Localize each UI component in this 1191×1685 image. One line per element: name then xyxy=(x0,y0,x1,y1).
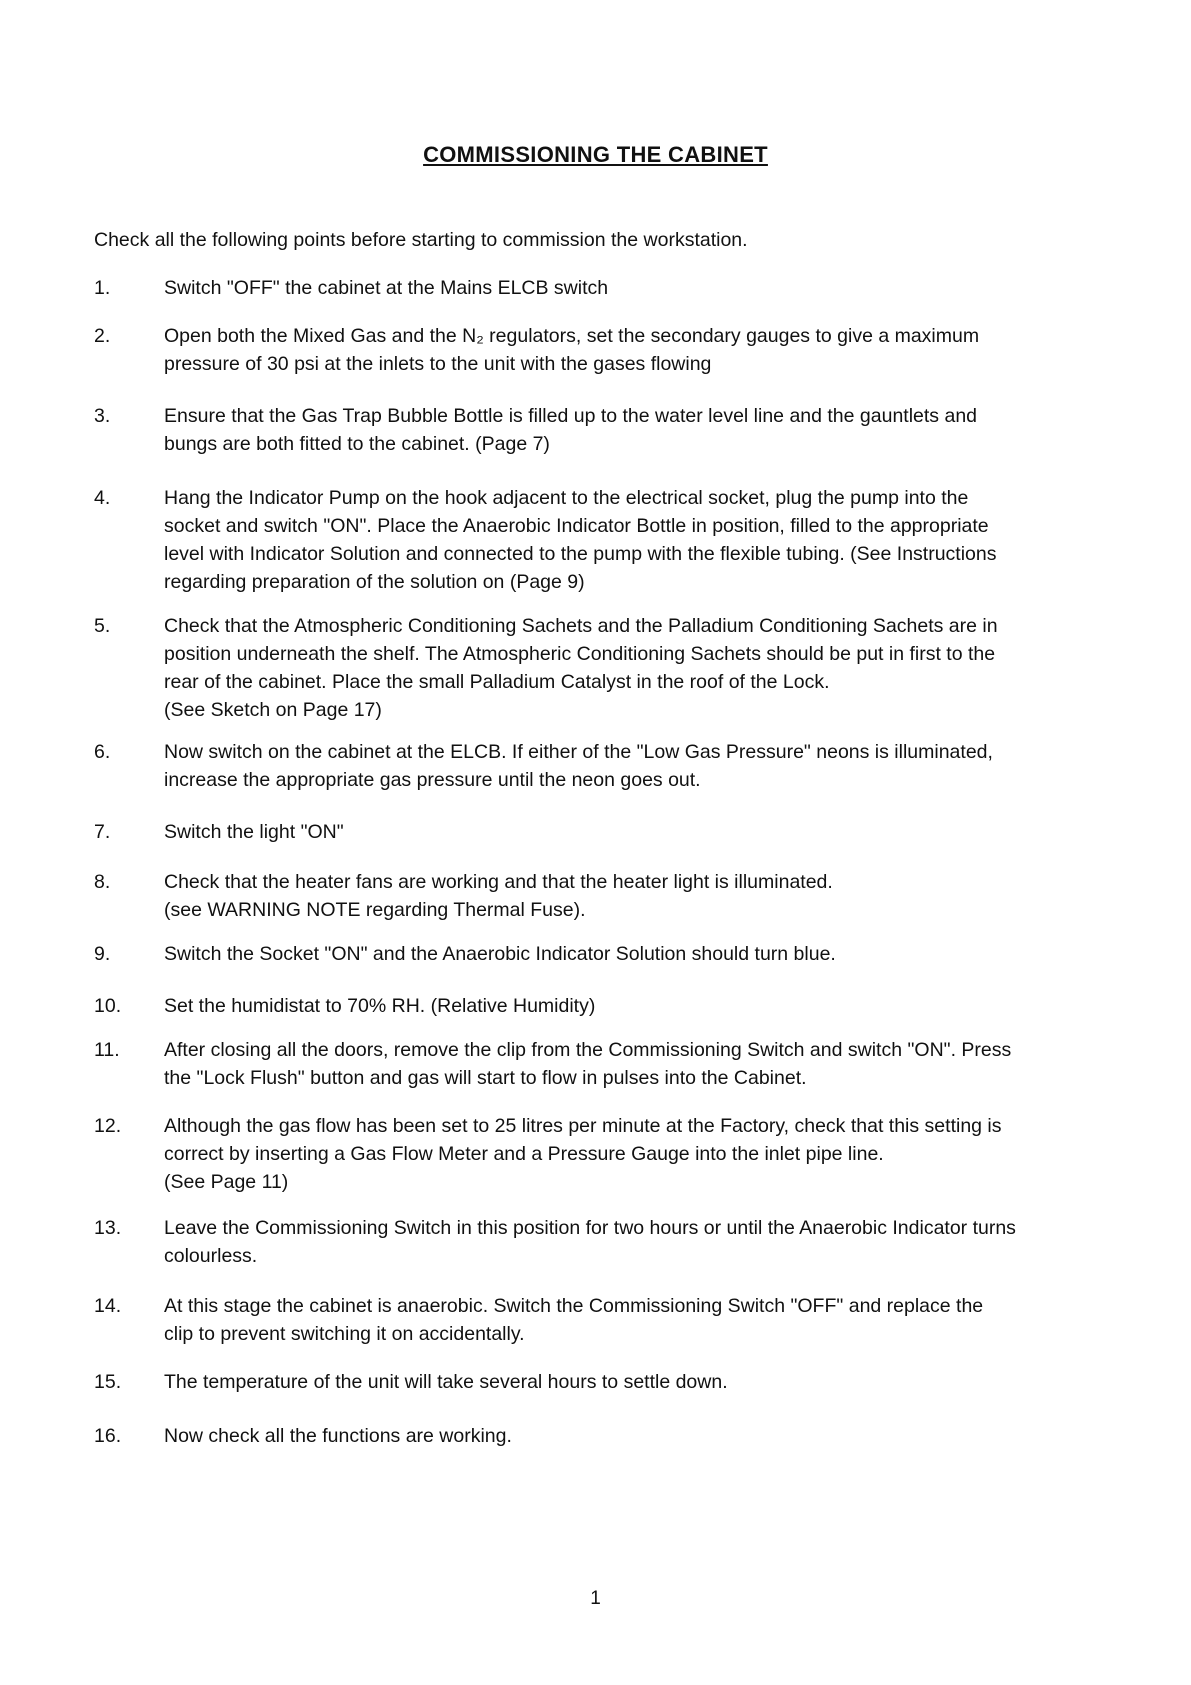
item-text-line: colourless. xyxy=(164,1245,258,1267)
item-number: 12. xyxy=(94,1115,122,1137)
item-number: 11. xyxy=(94,1039,120,1061)
item-text-line: Check that the heater fans are working and that the heater light is illuminated. xyxy=(164,871,833,893)
list-item-8 xyxy=(94,868,1134,924)
item-text-line: the "Lock Flush" button and gas will start to flow in pulses into the Cabinet. xyxy=(164,1067,807,1089)
item-text-line: bungs are both fitted to the cabinet. (Page 7) xyxy=(164,433,550,455)
list-item-1 xyxy=(94,274,1134,302)
item-text-line: The temperature of the unit will take several hours to settle down. xyxy=(164,1371,728,1393)
item-number: 2. xyxy=(94,325,111,347)
item-number: 10. xyxy=(94,995,122,1017)
list-item-3 xyxy=(94,402,1134,458)
item-number: 7. xyxy=(94,821,111,843)
item-text-line: (See Page 11) xyxy=(164,1171,289,1193)
item-number: 9. xyxy=(94,943,111,965)
intro-text: Check all the following points before starting to commission the workstation. xyxy=(94,229,748,251)
item-text-line: (See Sketch on Page 17) xyxy=(164,699,382,721)
list-item-13 xyxy=(94,1214,1134,1270)
list-item-2 xyxy=(94,322,1134,378)
list-item-15 xyxy=(94,1368,1134,1396)
page-number: 1 xyxy=(590,1588,601,1609)
item-text-line: position underneath the shelf. The Atmospheric Conditioning Sachets should be put in first to the xyxy=(164,643,996,665)
item-text-line: Hang the Indicator Pump on the hook adjacent to the electrical socket, plug the pump into the xyxy=(164,487,969,509)
item-text-line: Set the humidistat to 70% RH. (Relative Humidity) xyxy=(164,995,596,1017)
item-text-line: Leave the Commissioning Switch in this position for two hours or until the Anaerobic Indicator turns xyxy=(164,1217,1016,1239)
item-text-line: pressure of 30 psi at the inlets to the unit with the gases flowing xyxy=(164,353,712,375)
list-item-4 xyxy=(94,484,1134,596)
item-text-line: After closing all the doors, remove the clip from the Commissioning Switch and switch "ON". Press xyxy=(164,1039,1012,1061)
list-item-12 xyxy=(94,1112,1134,1196)
page-title: COMMISSIONING THE CABINET xyxy=(423,142,768,167)
item-text-line: rear of the cabinet. Place the small Palladium Catalyst in the roof of the Lock. xyxy=(164,671,830,693)
item-text-line: Now check all the functions are working. xyxy=(164,1425,512,1447)
item-text-line: regarding preparation of the solution on (Page 9) xyxy=(164,571,585,593)
item-text-line: Now switch on the cabinet at the ELCB. If either of the "Low Gas Pressure" neons is illuminated, xyxy=(164,741,993,763)
item-text-line: At this stage the cabinet is anaerobic. Switch the Commissioning Switch "OFF" and replace the xyxy=(164,1295,984,1317)
item-number: 4. xyxy=(94,487,111,509)
list-item-5 xyxy=(94,612,1134,724)
item-text-line: level with Indicator Solution and connected to the pump with the flexible tubing. (See Instructions xyxy=(164,543,997,565)
item-number: 15. xyxy=(94,1371,122,1393)
list-item-10 xyxy=(94,992,1134,1020)
item-number: 14. xyxy=(94,1295,122,1317)
list-item-7 xyxy=(94,818,1134,846)
list-item-11 xyxy=(94,1036,1134,1092)
item-text-line: Switch "OFF" the cabinet at the Mains ELCB switch xyxy=(164,277,609,299)
item-number: 16. xyxy=(94,1425,122,1447)
item-number: 13. xyxy=(94,1217,122,1239)
item-text-line: correct by inserting a Gas Flow Meter and a Pressure Gauge into the inlet pipe line. xyxy=(164,1143,884,1165)
item-text-line: Although the gas flow has been set to 25 litres per minute at the Factory, check that this setting is xyxy=(164,1115,1002,1137)
item-text-line: Switch the Socket "ON" and the Anaerobic Indicator Solution should turn blue. xyxy=(164,943,836,965)
item-text-line: socket and switch "ON". Place the Anaerobic Indicator Bottle in position, filled to the appropriate xyxy=(164,515,989,537)
list-item-6 xyxy=(94,738,1134,794)
item-number: 8. xyxy=(94,871,111,893)
list-item-16 xyxy=(94,1422,1134,1450)
item-number: 3. xyxy=(94,405,111,427)
item-text-line: Switch the light "ON" xyxy=(164,821,344,843)
item-number: 1. xyxy=(94,277,111,299)
item-number: 5. xyxy=(94,615,111,637)
item-text-line: clip to prevent switching it on accidentally. xyxy=(164,1323,525,1345)
item-number: 6. xyxy=(94,741,111,763)
item-text-line: increase the appropriate gas pressure until the neon goes out. xyxy=(164,769,701,791)
item-text-line: (see WARNING NOTE regarding Thermal Fuse). xyxy=(164,899,586,921)
list-item-9 xyxy=(94,940,1134,968)
item-text-line: Check that the Atmospheric Conditioning Sachets and the Palladium Conditioning Sachets are in xyxy=(164,615,998,637)
item-text-line: Open both the Mixed Gas and the N₂ regulators, set the secondary gauges to give a maximum xyxy=(164,325,980,347)
item-text-line: Ensure that the Gas Trap Bubble Bottle is filled up to the water level line and the gauntlets and xyxy=(164,405,978,427)
list-item-14 xyxy=(94,1292,1134,1348)
